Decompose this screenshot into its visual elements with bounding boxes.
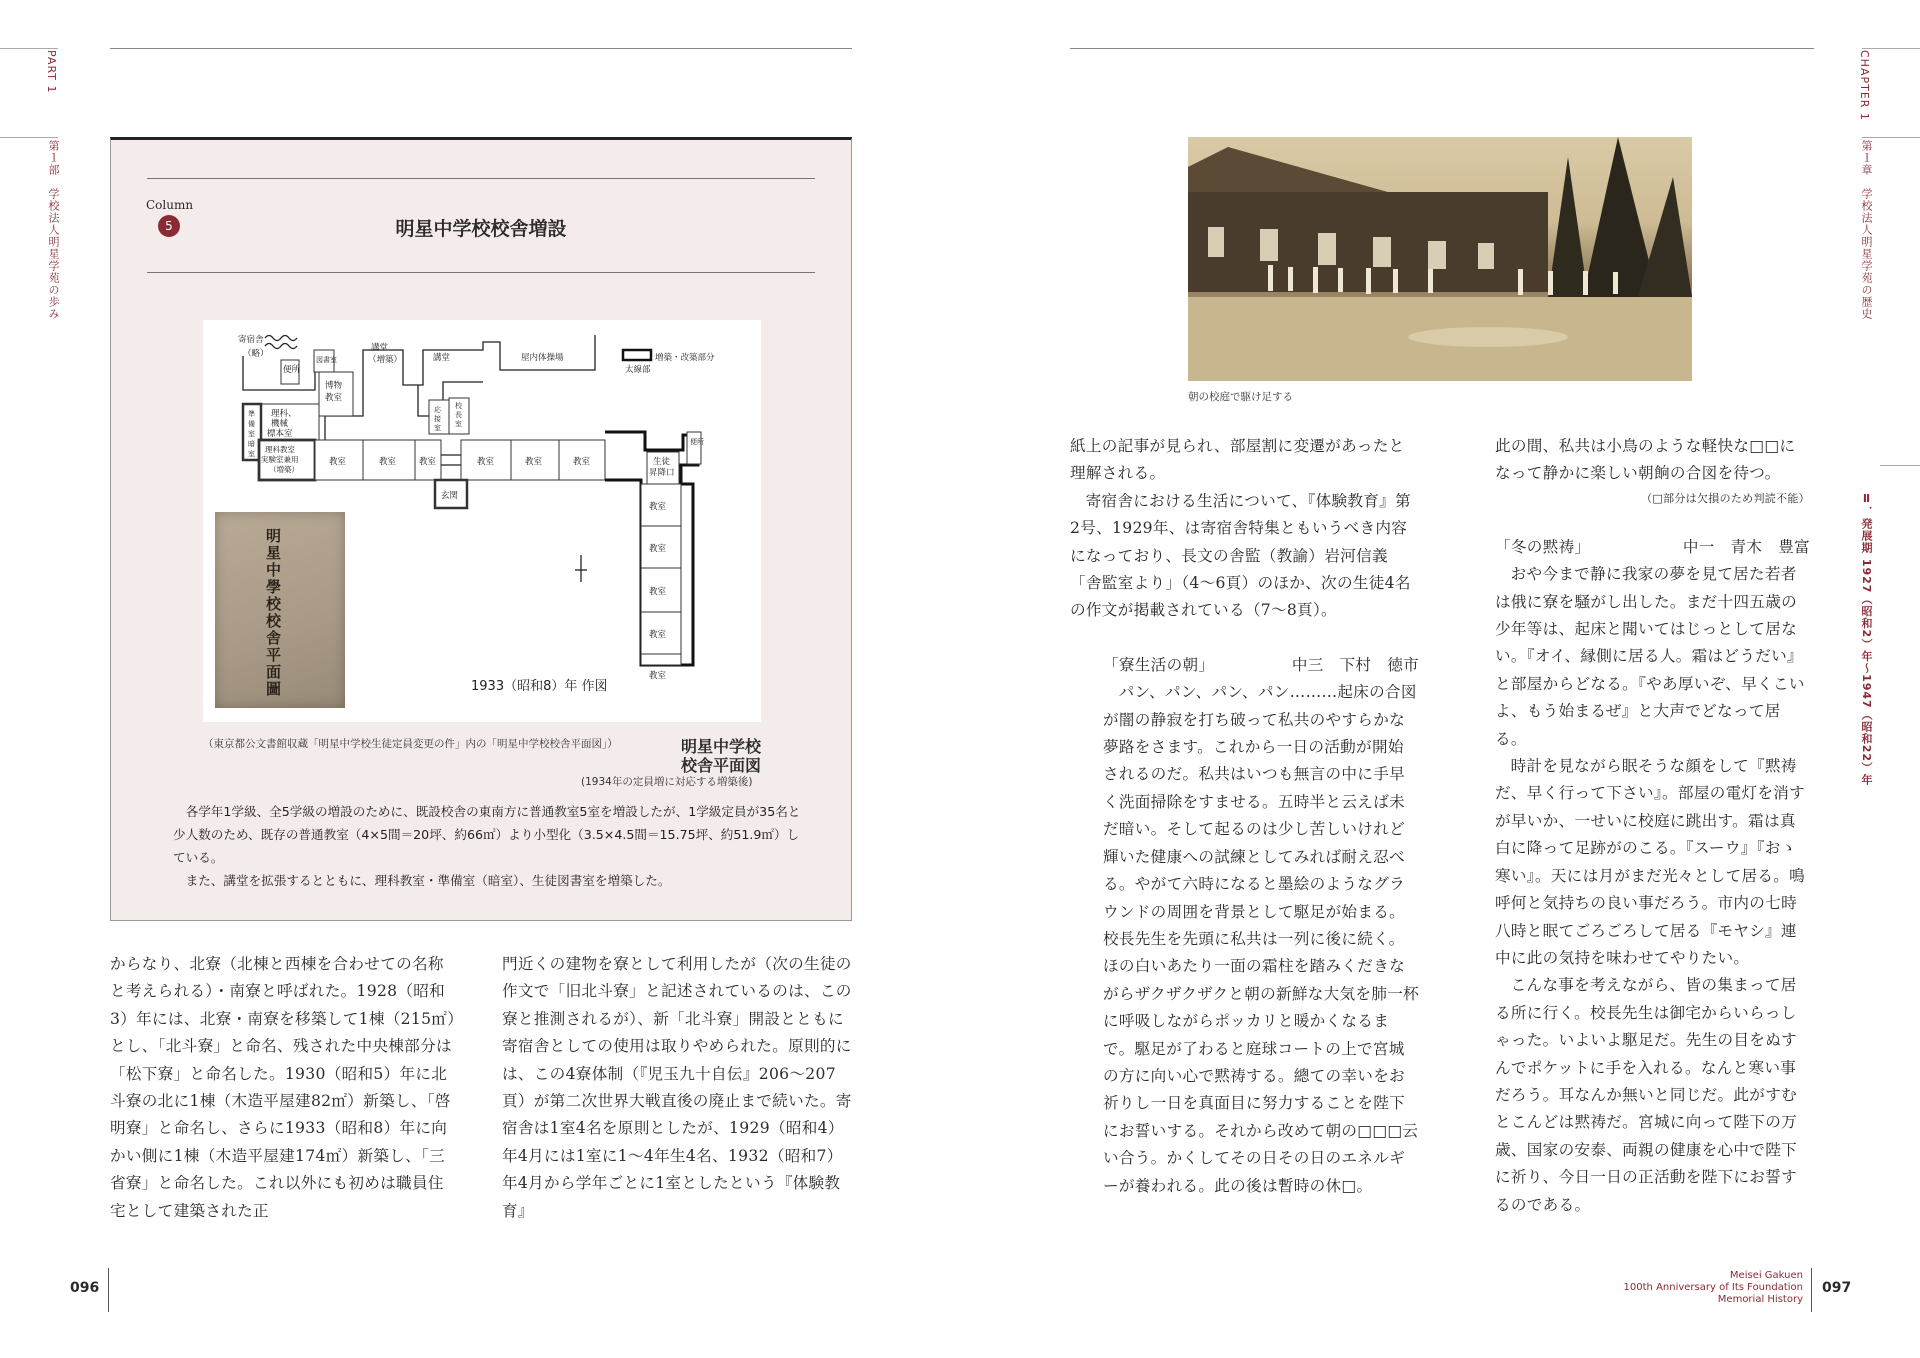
plan-label-prep3: 室 xyxy=(248,430,255,438)
figure-note: (1934年の定員増に対応する増築後) xyxy=(581,776,753,788)
plan-label-toilet2: 便所 xyxy=(690,438,704,446)
left-col1-text: からなり、北寮（北棟と西棟を合わせての名称と考えられる）・南寮と呼ばれた。1928（昭和3）年には、北寮・南寮を移築して1棟（215㎡）とし、「北斗寮」と命名、残された中央棟部分は「松下寮」と命名した。1930（昭和5）年に北斗寮の北に1棟（木造平屋建82㎡）新築し、「啓明寮」と命名し、さらに1933（昭和8）年に向かい側に1棟（木造平屋建174㎡）新築し、「三省寮」と命名した。これ以外にも初めは職員住宅として建築された正 xyxy=(110,955,456,1220)
plan-label-classroom: 教室 xyxy=(649,544,667,554)
left-text-col-2 xyxy=(502,951,852,1225)
plan-label-reception3: 室 xyxy=(434,424,441,432)
plan-label-toilet: 便所 xyxy=(283,365,301,375)
photo-caption: 朝の校庭で駆け足する xyxy=(1188,391,1293,403)
right-footer-credit xyxy=(1560,1270,1803,1306)
plan-label-classroom: 教室 xyxy=(649,587,667,597)
plan-label-classroom: 教室 xyxy=(525,457,543,467)
plan-label-museum2: 教室 xyxy=(325,393,343,403)
plan-label-scilab2: 実験室兼用 xyxy=(261,455,299,464)
plan-label-principal2: 長 xyxy=(455,411,462,419)
column-box xyxy=(110,137,852,921)
plan-label-scilab1: 理科教室 xyxy=(265,445,295,454)
column-label: Column xyxy=(146,198,194,212)
plan-label-entrance: 玄関 xyxy=(441,491,459,501)
plan-label-classroom: 教室 xyxy=(419,457,437,467)
plan-label-classroom: 教室 xyxy=(649,671,667,681)
footer-line-2: 100th Anniversary of Its Foundation xyxy=(1623,1282,1803,1293)
right-margin-rule-low xyxy=(1880,465,1920,466)
plan-label-legend2: 太線部 xyxy=(625,365,651,375)
right-footer-divider xyxy=(1811,1268,1812,1312)
plan-label-prep5: 室 xyxy=(248,450,255,458)
column-body-p2: また、講堂を拡張するとともに、理科教室・準備室（暗室）、生徒図書室を増築した。 xyxy=(185,873,671,888)
left-page-number: 096 xyxy=(70,1280,100,1296)
side-part-label: PART 1 xyxy=(45,50,58,94)
floor-plan-figure xyxy=(203,320,761,722)
footer-line-3: Memorial History xyxy=(1717,1294,1803,1305)
col3-p2: 寄宿舎における生活について、『体験教育』第2号、1929年、は寄宿舎特集ともいうべき内容になっており、長文の舎監（教諭）岩河信義「舎監室より」（4～6頁）のほか、次の生徒4名の作文が掲載されている（7～8頁）。 xyxy=(1070,491,1411,620)
col4-p1: 此の間、私共は小鳥のような軽快な□□になって静かに楽しい朝餉の合図を待つ。 xyxy=(1495,437,1796,483)
essay2-author: 中一 青木 豊富 xyxy=(1682,537,1810,556)
archival-document-photo xyxy=(215,512,345,708)
right-text-col-4 xyxy=(1495,433,1810,1219)
plan-label-hall-ext2: （増築） xyxy=(368,355,403,365)
left-footer-divider xyxy=(108,1268,109,1312)
essay2-heading xyxy=(1495,534,1810,561)
plan-label-prep4: 暗 xyxy=(248,440,255,448)
figure-title-2: 校舎平面図 xyxy=(681,756,762,775)
right-margin-rule-mid xyxy=(1862,137,1920,138)
side-chapter-label: CHAPTER 1 xyxy=(1858,50,1871,121)
column-number: 5 xyxy=(165,219,173,233)
side-chapter-title: 第１章 学校法人明星学苑の歴史 xyxy=(1860,140,1873,320)
left-margin-rule-mid xyxy=(0,137,58,138)
column-body-p1: 各学年1学級、全5学級の増設のために、既設校舎の東南方に普通教室5室を増設したが、1学級定員が35名と少人数のため、既存の普通教室（4×5間＝20坪、約66㎡）より小型化（3.5×4.5間＝15.75坪、約51.9㎡）している。 xyxy=(173,804,801,865)
footer-line-1: Meisei Gakuen xyxy=(1729,1270,1803,1281)
plan-label-legend: 増築・改築部分 xyxy=(655,353,715,363)
side-period-label: Ⅱ．発展期 1927（昭和2）年～1947（昭和22）年 xyxy=(1860,492,1873,787)
right-margin-rule-top xyxy=(1862,48,1920,49)
essay1-author: 中三 下村 徳市 xyxy=(1291,655,1419,674)
plan-label-scilab3: （増築） xyxy=(269,465,299,474)
toilet-room-2 xyxy=(687,432,701,464)
schoolyard-photo-drawing xyxy=(1188,137,1692,381)
plan-label-library: 図書室 xyxy=(316,356,337,364)
left-margin-rule-top xyxy=(0,48,58,49)
plan-label-classroom: 教室 xyxy=(379,457,397,467)
plan-label-sci1: 理科、 xyxy=(271,409,297,419)
figure-source-caption: （東京都公文書館収蔵「明星中学校生徒定員変更の件」内の「明星中学校校舎平面図」） xyxy=(203,738,618,750)
plan-label-students2: 昇降口 xyxy=(649,468,675,478)
plan-label-gym: 屋内体操場 xyxy=(521,353,564,363)
column-body xyxy=(173,800,803,892)
side-section-label: 第１部 学校法人明星学苑の歩み xyxy=(47,140,60,320)
essay2-body-1: おや今まで静に我家の夢を見て居た若者は俄に寮を騒がし出した。まだ十四五歳の少年等は、起床と聞いてはじっとして居ない。『オイ、縁側に居る人。霜はどうだい』と部屋からどなる。『やあ厚いぞ、早くこいよ、もう始まるぜ』と大声でどなって居る。 xyxy=(1495,565,1805,748)
plan-label-principal3: 室 xyxy=(455,420,462,428)
right-page-number: 097 xyxy=(1822,1280,1852,1296)
plan-label-hall-ext: 講堂 xyxy=(371,343,389,353)
plan-label-reception1: 応 xyxy=(434,406,441,414)
plan-label-prep1: 準 xyxy=(248,410,255,418)
essay1-body: パン、パン、パン、パン………起床の合図が闇の静寂を打ち破って私共のやすらかな夢路をさます。これから一日の活動が開始されるのだ。私共はいつも無言の中に手早く洗面掃除をすませる。五時半と云えば未だ暗い。そして起るのは少し苦しいけれど輝いた健康への試練としてみれば耐え忍べる。やがて六時になると墨絵のようなグラウンドの周囲を背景として駆足が始まる。校長先生を先頭に私共は一列に後に続く。ほの白いあたり一面の霜柱を踏みくだきながらザクザクザクと朝の新鮮な大気を肺一杯に呼吸しながらポッカリと暖かくなるまで。駆足が了わると庭球コートの上で宮城の方に向い心で黙祷する。總ての幸いをお祈りし一日を真面目に努力することを陛下にお誓いする。それから改めて朝の□□□云い合う。かくしてその日その日のエネルギーが養われる。此の後は暫時の休□。 xyxy=(1103,683,1420,1195)
plan-label-principal1: 校 xyxy=(455,402,462,410)
schoolyard-photo xyxy=(1188,137,1692,381)
plan-label-students1: 生徒 xyxy=(653,457,671,467)
plan-label-dorm: 寄宿舎 xyxy=(238,335,264,345)
plan-label-sci2: 機械 xyxy=(271,419,289,429)
column-title: 明星中学校校舎増設 xyxy=(395,218,567,240)
plan-label-classroom: 教室 xyxy=(329,457,347,467)
essay1-title: 「寮生活の朝」 xyxy=(1103,655,1215,674)
essay2-body-2: 時計を見ながら眠そうな顔をして『黙祷だ、早く行って下さい』。部屋の電灯を消すが早いか、一せいに校庭に跳出す。霜は真白に降って足跡がのこる。『スーウ』『おゝ寒い』。天には月がまだ光々として居る。鳴呼何と気持ちの良い事だろう。市内の七時八時と眠てごろごろして居る『モヤシ』連中に此の気持を味わせてやりたい。 xyxy=(1495,757,1806,967)
plan-label-hall: 講堂 xyxy=(433,353,451,363)
essay2-title: 「冬の黙祷」 xyxy=(1495,537,1591,556)
plan-label-classroom: 教室 xyxy=(649,502,667,512)
plan-label-prep2: 備 xyxy=(248,420,255,428)
left-top-rule xyxy=(110,48,852,49)
plan-label-reception2: 接 xyxy=(434,415,441,423)
plan-label-classroom: 教室 xyxy=(649,630,667,640)
left-text-col-1 xyxy=(110,951,458,1225)
archival-document-heading: 明星中學校校舎平面圖 xyxy=(264,528,282,698)
right-text-col-3 xyxy=(1070,433,1419,1200)
legend-box xyxy=(623,350,651,360)
col4-note: （□部分は欠損のため判読不能） xyxy=(1641,491,1810,505)
right-top-rule xyxy=(1070,48,1814,49)
col3-p1: 紙上の記事が見られ、部屋割に変遷があったと理解される。 xyxy=(1070,437,1405,483)
plan-year-label: 1933（昭和8）年 作図 xyxy=(471,679,608,694)
left-col2-text: 門近くの建物を寮として利用したが（次の生徒の作文で「旧北斗寮」と記述されているのは、この寮と推測されるが）、新「北斗寮」開設とともに寄宿舎としての使用は取りやめられた。原則的には、この4寮体制（『児玉九十自伝』206～207頁）が第二次世界大戦直後の廃止まで続いた。寄宿舎は1室4名を原則としたが、1929（昭和4）年4月には1室に1～4年生4名、1932（昭和7）年4月から学年ごとに1室としたという『体験教育』 xyxy=(502,955,852,1220)
plan-label-sci3: 標本室 xyxy=(267,429,293,439)
essay1-heading xyxy=(1070,652,1419,679)
figure-title-1: 明星中学校 xyxy=(681,737,762,756)
plan-label-classroom: 教室 xyxy=(573,457,591,467)
plan-label-dorm-abbr: （略） xyxy=(243,349,269,359)
classroom xyxy=(641,654,681,665)
column-rule-top xyxy=(147,178,815,179)
essay2-body-3: こんな事を考えながら、皆の集まって居る所に行く。校長先生は御宅からいらっしゃった。いよいよ駆足だ。先生の目をぬすんでポケットに手を入れる。なんと寒い事だろう。耳なんか無いと同じだ。此がすむとこんどは黙祷だ。宮城に向って陛下の万歳、国家の安泰、両親の健康を心中で陛下に祈り、今日一日の正活動を陛下にお誓するのである。 xyxy=(1495,976,1797,1214)
column-rule-bottom xyxy=(147,272,815,273)
plan-label-classroom: 教室 xyxy=(477,457,495,467)
plan-label-museum: 博物 xyxy=(325,381,343,391)
